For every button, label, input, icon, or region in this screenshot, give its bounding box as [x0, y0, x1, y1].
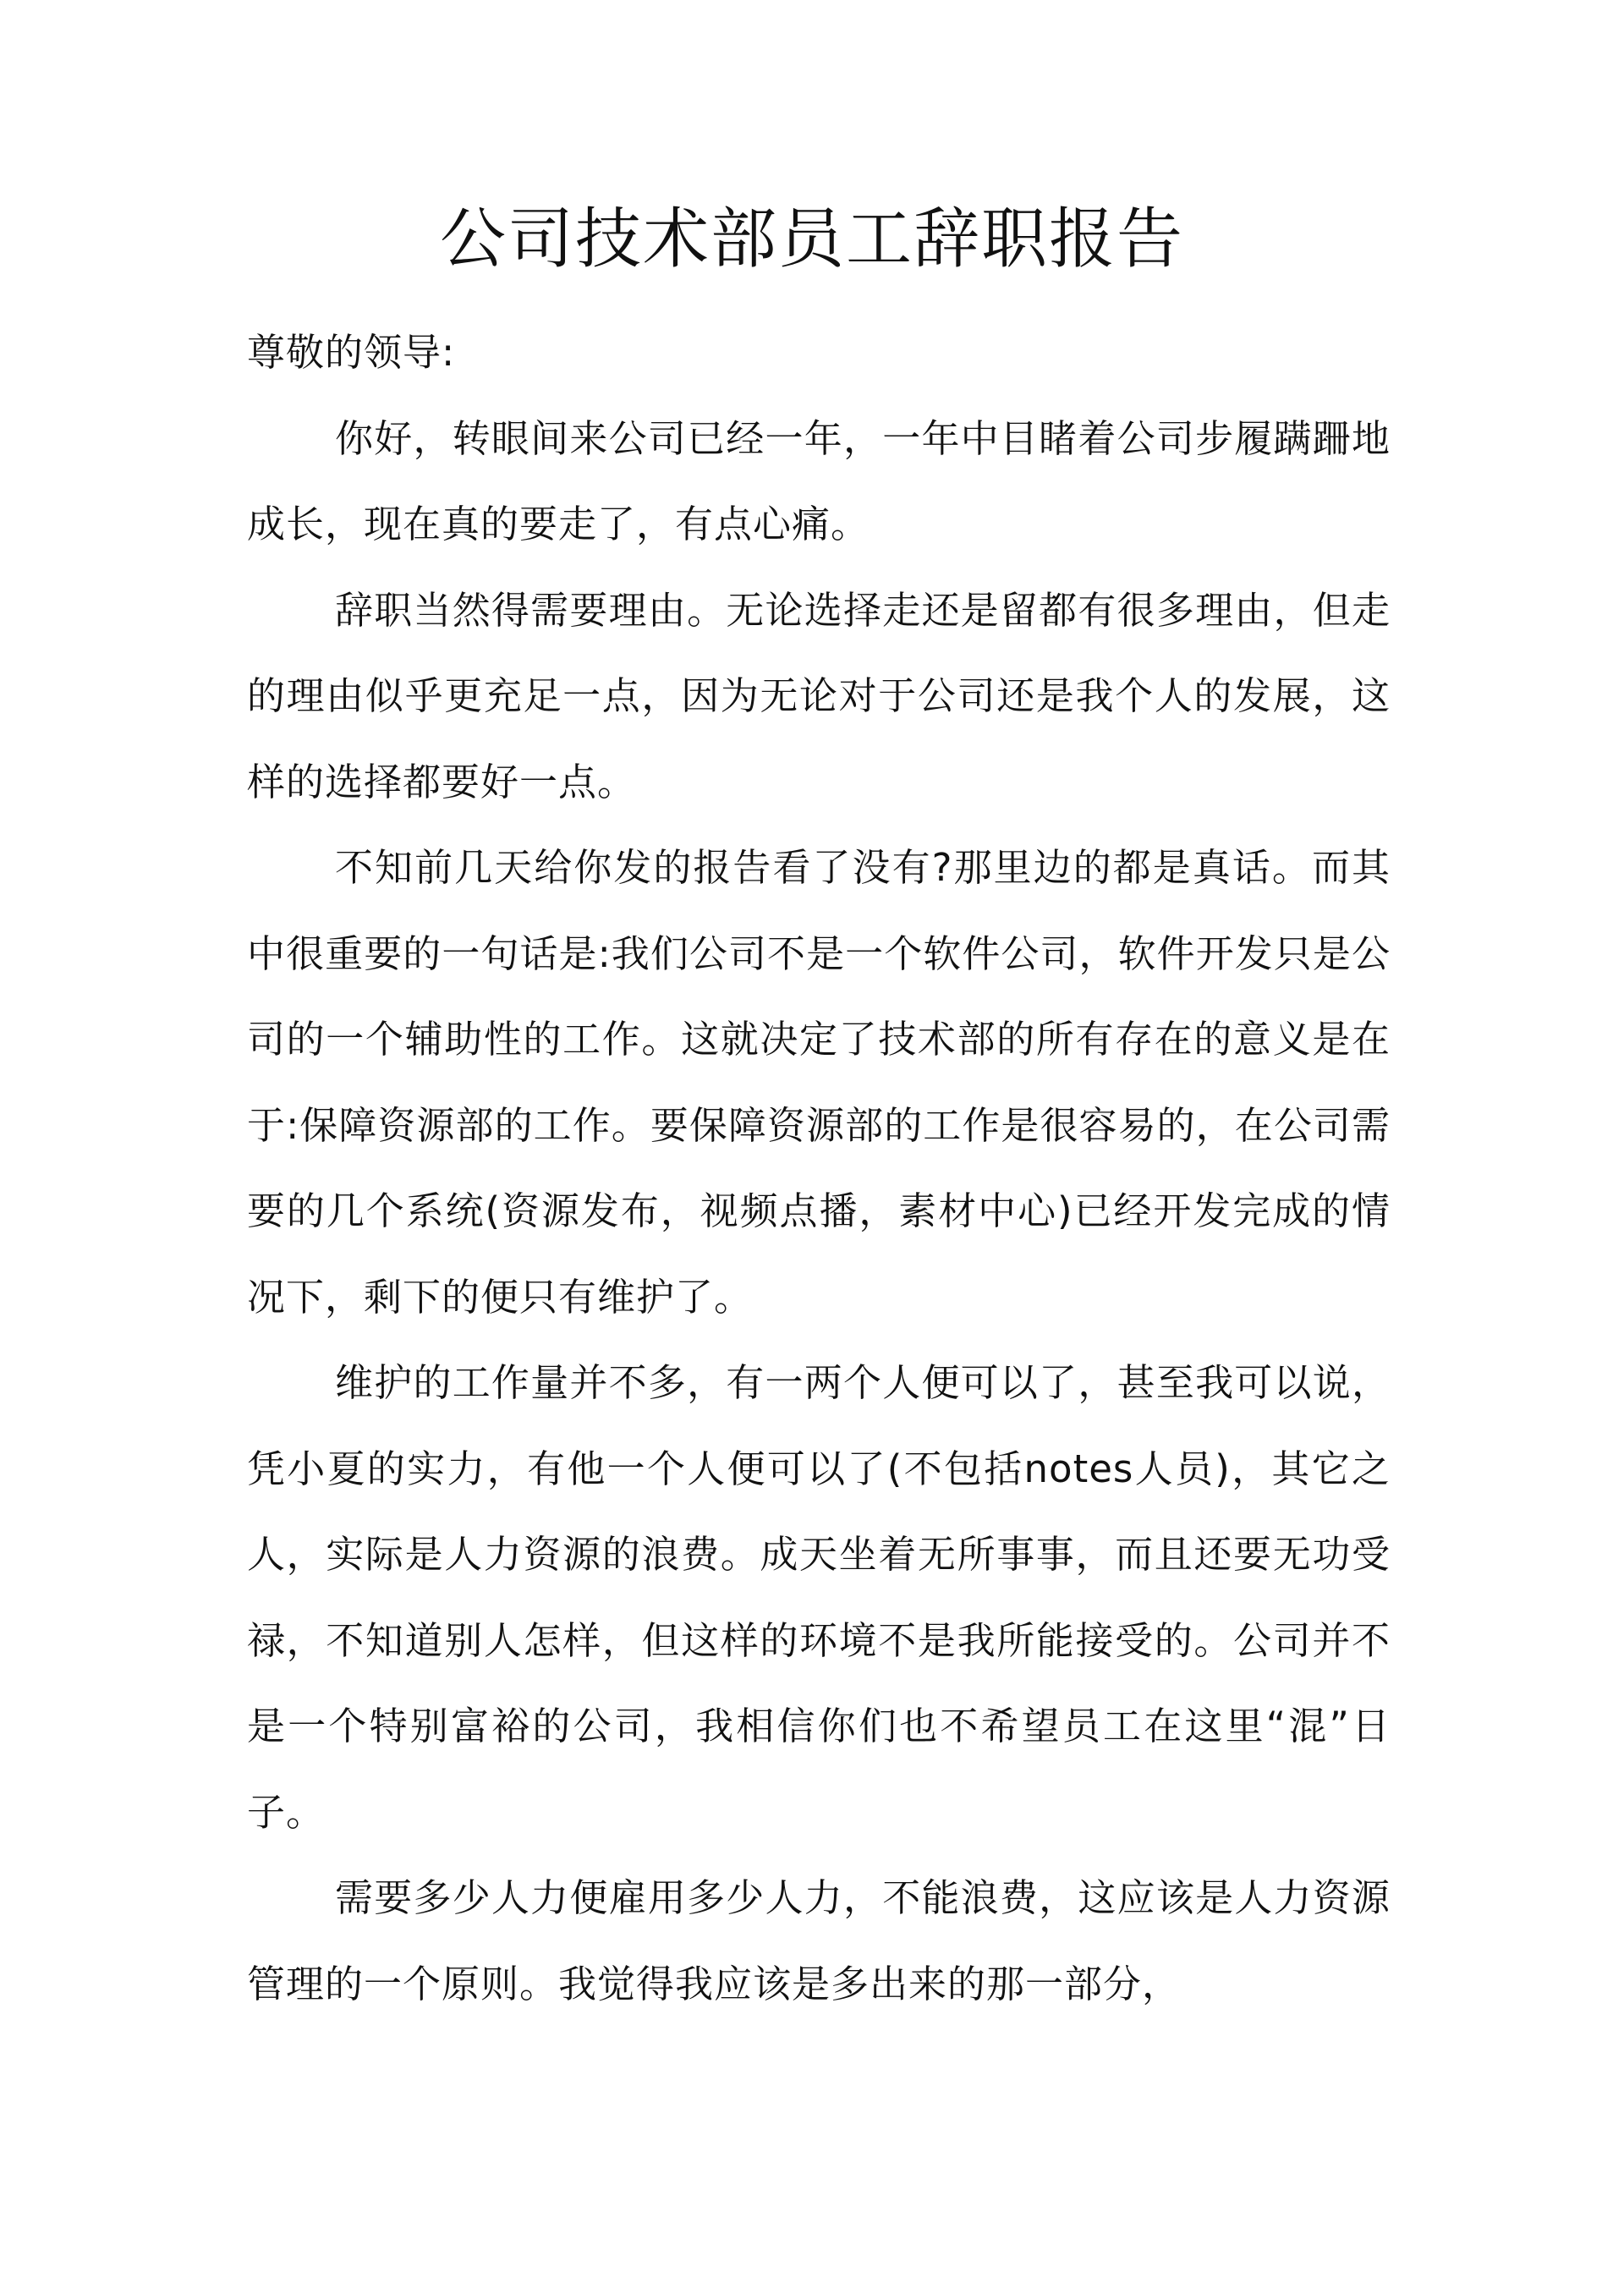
document-title: 公司技术部员工辞职报告: [439, 201, 1184, 277]
document-body: [247, 310, 1391, 2027]
paragraph-2: 辞职当然得需要理由。无论选择走还是留都有很多理由，但走的理由似乎更充足一点，因为无论对于公司还是我个人的发展，这样的选择都要好一点。: [247, 587, 1391, 804]
paragraph-4: 维护的工作量并不多，有一两个人便可以了，甚至我可以说，凭小夏的实力，有他一个人便可以了(不包括notes人员)，其它之人，实际是人力资源的浪费。成天坐着无所事事，而且还要无功受禄，不知道别人怎样，但这样的环境不是我所能接受的。公司并不是一个特别富裕的公司，我相信你们也不希望员工在这里“混”日子。: [247, 1360, 1391, 1835]
paragraph-1: 你好，转眼间来公司已经一年，一年中目睹着公司步履蹒跚地成长，现在真的要走了，有点心痛。: [247, 415, 1391, 546]
paragraph-5: 需要多少人力便雇用多少人力，不能浪费，这应该是人力资源管理的一个原则。我觉得我应该是多出来的那一部分，: [247, 1875, 1391, 2006]
paragraph-3: 不知前几天给你发的报告看了没有?那里边的都是真话。而其中很重要的一句话是:我们公司不是一个软件公司，软件开发只是公司的一个辅助性的工作。这就决定了技术部的所有存在的意义是在于:保障资源部的工作。要保障资源部的工作是很容易的，在公司需要的几个系统(资源发布，视频点播，素材中心)已经开发完成的情况下，剩下的便只有维护了。: [247, 845, 1391, 1320]
salutation: 尊敬的领导:: [247, 330, 456, 375]
